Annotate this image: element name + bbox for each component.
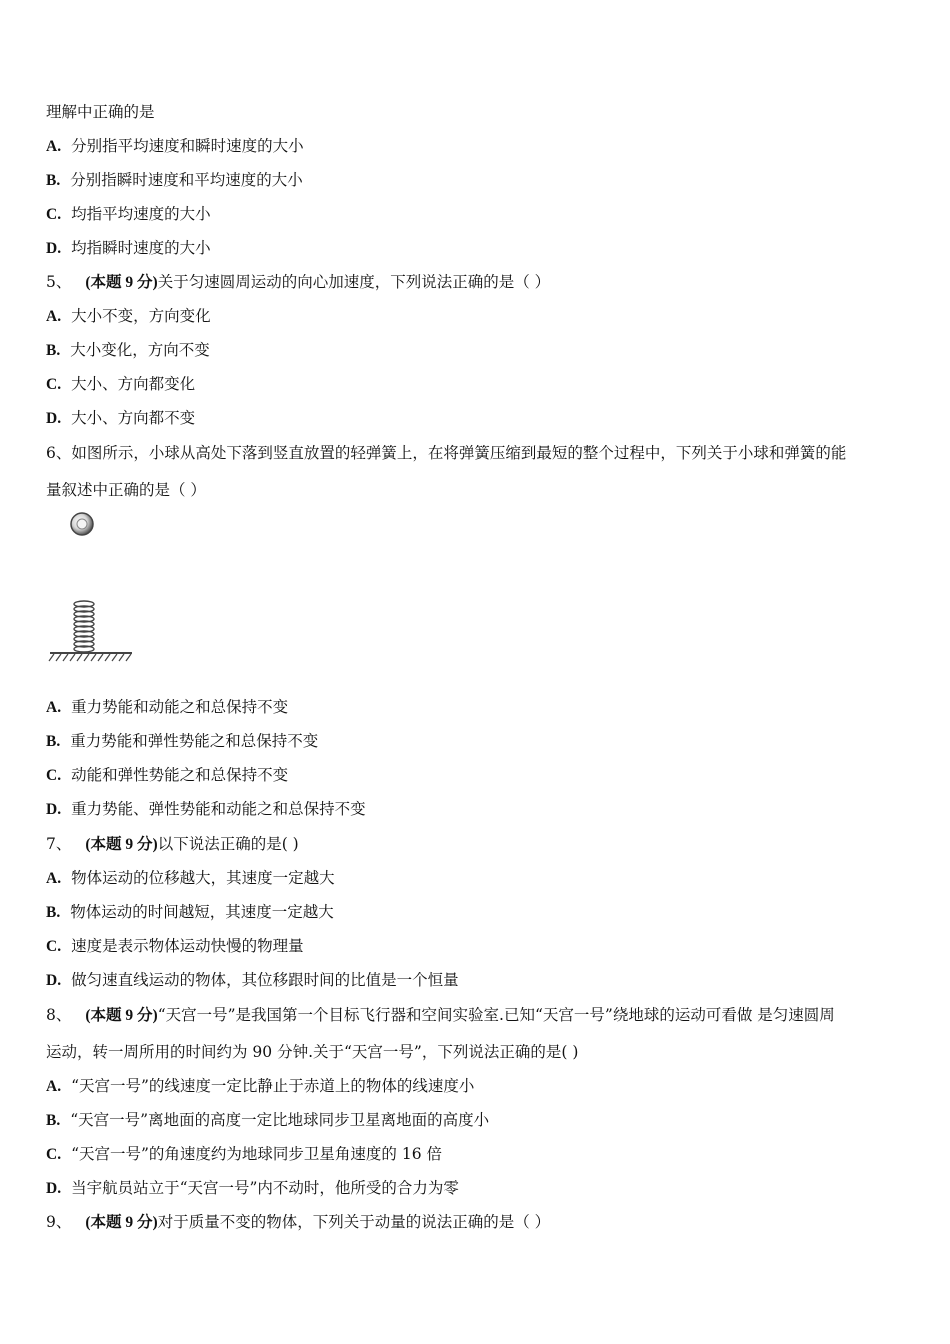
ball-icon bbox=[71, 513, 93, 535]
q6-stem-line2: 量叙述中正确的是（ ） bbox=[46, 481, 206, 499]
q5-option-a: A. 大小不变，方向变化 bbox=[46, 307, 211, 325]
q8-option-b: B. “天宫一号”离地面的高度一定比地球同步卫星离地面的高度小 bbox=[46, 1111, 490, 1129]
q4-option-a: A. 分别指平均速度和瞬时速度的大小 bbox=[46, 137, 304, 155]
q6-option-c: C. 动能和弹性势能之和总保持不变 bbox=[46, 766, 289, 784]
q8-option-c: C. “天宫一号”的角速度约为地球同步卫星角速度的 16 倍 bbox=[46, 1145, 443, 1163]
ground-icon bbox=[49, 653, 132, 661]
q7-stem: 7、 (本题 9 分)以下说法正确的是( ) bbox=[46, 835, 299, 853]
q5-stem: 5、 (本题 9 分)关于匀速圆周运动的向心加速度，下列说法正确的是（ ） bbox=[46, 273, 551, 291]
ball-spring-figure bbox=[46, 510, 146, 670]
q4-option-c: C. 均指平均速度的大小 bbox=[46, 205, 211, 223]
q6-stem-line1: 6、如图所示，小球从高处下落到竖直放置的轻弹簧上，在将弹簧压缩到最短的整个过程中，下列关于小球和弹簧的能 bbox=[46, 444, 847, 462]
q8-stem-line2: 运动，转一周所用的时间约为 90 分钟.关于“天宫一号”，下列说法正确的是( ) bbox=[46, 1043, 579, 1061]
q6-option-d: D. 重力势能、弹性势能和动能之和总保持不变 bbox=[46, 800, 366, 818]
q5-option-c: C. 大小、方向都变化 bbox=[46, 375, 196, 393]
q4-stem-tail: 理解中正确的是 bbox=[46, 103, 155, 121]
q7-option-b: B. 物体运动的时间越短，其速度一定越大 bbox=[46, 903, 334, 921]
q4-option-d: D. 均指瞬时速度的大小 bbox=[46, 239, 211, 257]
q8-option-d: D. 当宇航员站立于“天宫一号”内不动时，他所受的合力为零 bbox=[46, 1179, 459, 1197]
q4-option-b: B. 分别指瞬时速度和平均速度的大小 bbox=[46, 171, 303, 189]
q5-option-b: B. 大小变化，方向不变 bbox=[46, 341, 210, 359]
spring-icon bbox=[74, 601, 94, 652]
q8-option-a: A. “天宫一号”的线速度一定比静止于赤道上的物体的线速度小 bbox=[46, 1077, 475, 1095]
q9-stem: 9、 (本题 9 分)对于质量不变的物体，下列关于动量的说法正确的是（ ） bbox=[46, 1213, 551, 1231]
q8-stem-line1: 8、 (本题 9 分)“天宫一号”是我国第一个目标飞行器和空间实验室.已知“天宫一号”绕地球的运动可看做 是匀速圆周 bbox=[46, 1006, 835, 1024]
q5-option-d: D. 大小、方向都不变 bbox=[46, 409, 196, 427]
q6-option-a: A. 重力势能和动能之和总保持不变 bbox=[46, 698, 289, 716]
q6-option-b: B. 重力势能和弹性势能之和总保持不变 bbox=[46, 732, 319, 750]
q7-option-c: C. 速度是表示物体运动快慢的物理量 bbox=[46, 937, 304, 955]
q7-option-d: D. 做匀速直线运动的物体，其位移跟时间的比值是一个恒量 bbox=[46, 971, 459, 989]
q7-option-a: A. 物体运动的位移越大，其速度一定越大 bbox=[46, 869, 335, 887]
